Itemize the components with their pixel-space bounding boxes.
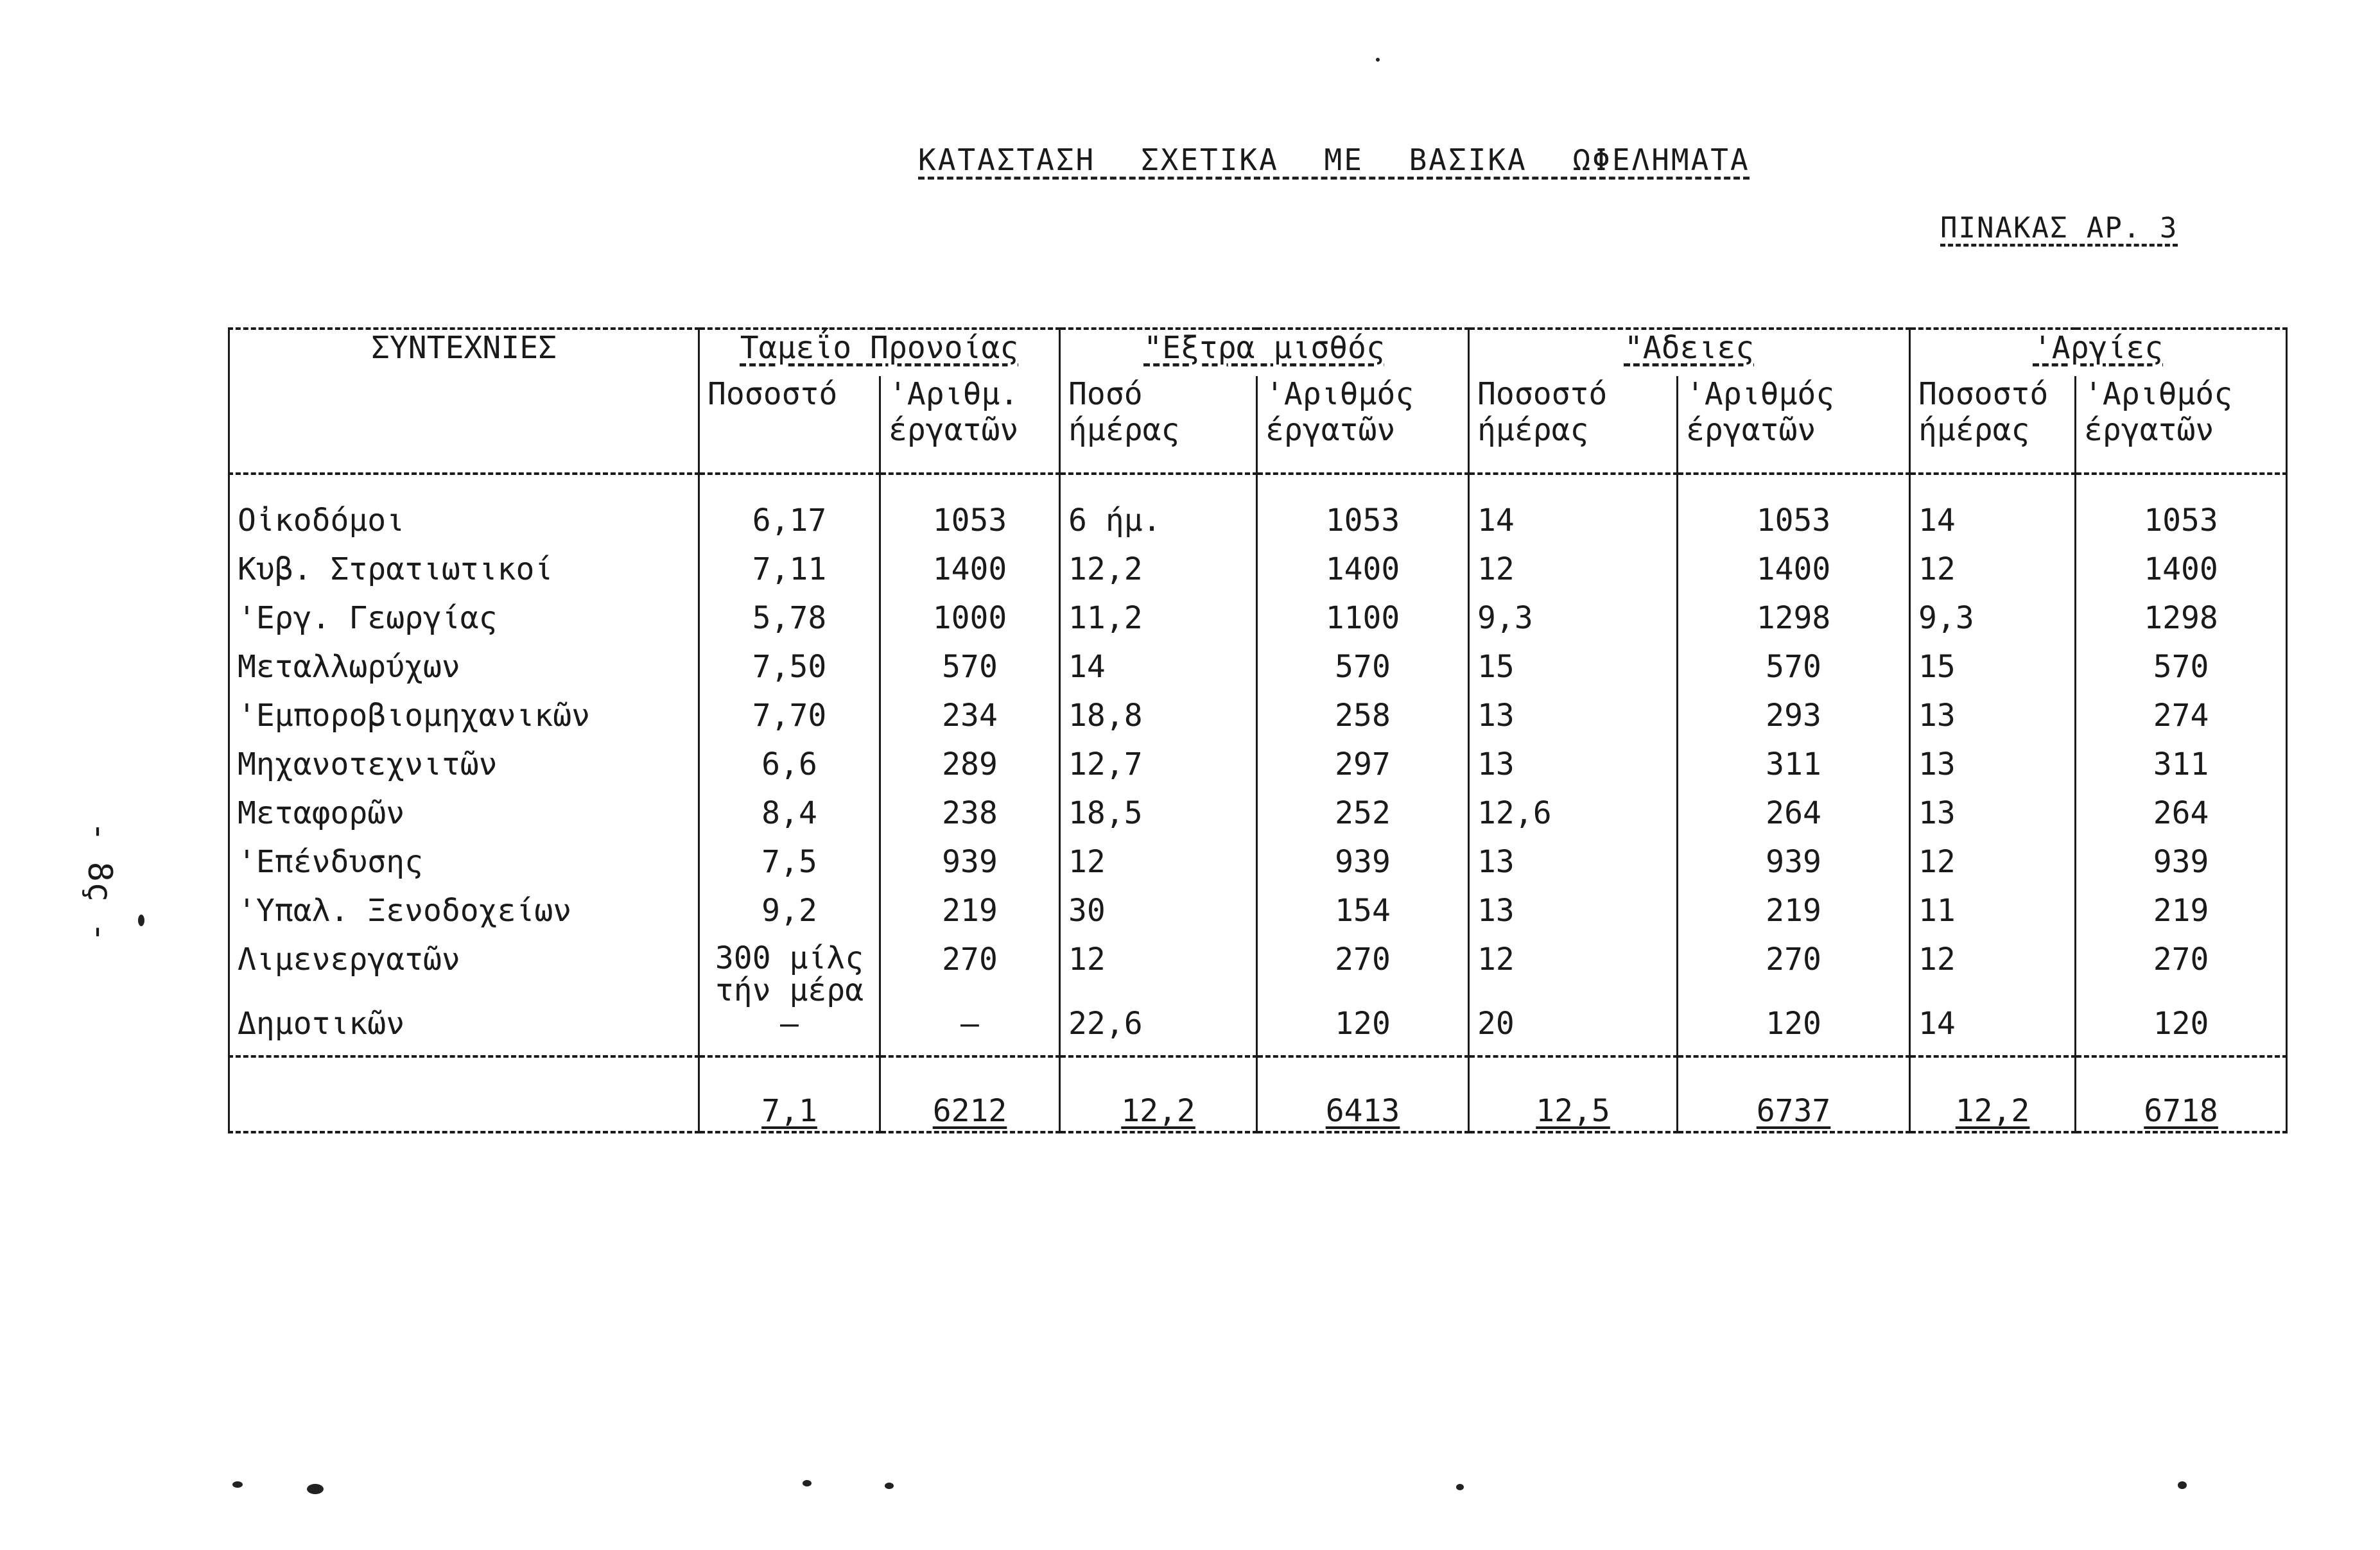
totals-row <box>229 1056 2287 1132</box>
scan-speck <box>307 1484 324 1494</box>
scan-speck <box>803 1480 812 1486</box>
table-row <box>229 893 2287 942</box>
lv-workers-cell: 120 <box>1678 1006 1910 1056</box>
benefits-table <box>228 327 2288 1133</box>
group-header-row <box>229 329 2287 376</box>
pf-percent-cell: 300 μίλς τήν μέρα <box>699 942 880 1006</box>
pf-percent-cell: 6,17 <box>699 474 880 552</box>
lv-days-cell: 13 <box>1469 698 1678 747</box>
hd-workers-cell: 939 <box>2076 845 2287 893</box>
table-row <box>229 845 2287 893</box>
lv-workers-cell: 219 <box>1678 893 1910 942</box>
pf-workers-cell: 1400 <box>880 552 1060 601</box>
ep-days-cell: 18,8 <box>1060 698 1257 747</box>
pf-workers-cell: 234 <box>880 698 1060 747</box>
pf-percent-header: Ποσοστό <box>699 376 880 474</box>
hd-days-cell: 13 <box>1910 796 2076 845</box>
ep-workers-cell: 270 <box>1257 942 1469 1006</box>
ep-days-cell: 12,2 <box>1060 552 1257 601</box>
ep-workers-cell: 1053 <box>1257 474 1469 552</box>
hd-workers-cell: 311 <box>2076 747 2287 796</box>
hd-days-cell: 12 <box>1910 552 2076 601</box>
ep-workers-cell: 154 <box>1257 893 1469 942</box>
trade-name: Κυβ. Στρατιωτικοί <box>229 552 699 601</box>
lv-workers-cell: 1053 <box>1678 474 1910 552</box>
pf-workers-cell: 270 <box>880 942 1060 1006</box>
pf-workers-cell: 570 <box>880 650 1060 698</box>
trade-name: 'Εργ. Γεωργίας <box>229 601 699 650</box>
ep-days-cell: 18,5 <box>1060 796 1257 845</box>
lv-days-cell: 9,3 <box>1469 601 1678 650</box>
table-row <box>229 601 2287 650</box>
ep-days-cell: 12,7 <box>1060 747 1257 796</box>
hd-days-cell: 13 <box>1910 747 2076 796</box>
ep-workers-cell: 1400 <box>1257 552 1469 601</box>
lv-days-total: 12,5 <box>1469 1056 1678 1132</box>
ep-days-cell: 22,6 <box>1060 1006 1257 1056</box>
ep-days-cell: 6 ήμ. <box>1060 474 1257 552</box>
table-row <box>229 552 2287 601</box>
table-row <box>229 474 2287 552</box>
scan-speck <box>232 1481 243 1488</box>
lv-days-cell: 13 <box>1469 747 1678 796</box>
hd-workers-cell: 270 <box>2076 942 2287 1006</box>
lv-days-cell: 15 <box>1469 650 1678 698</box>
table-row <box>229 698 2287 747</box>
trade-name: Λιμενεργατῶν <box>229 942 699 1006</box>
ep-days-cell: 12 <box>1060 845 1257 893</box>
pf-workers-cell: 289 <box>880 747 1060 796</box>
pf-workers-header: 'Αριθμ. έργατῶν <box>880 376 1060 474</box>
hd-workers-cell: 120 <box>2076 1006 2287 1056</box>
pf-percent-cell: 6,6 <box>699 747 880 796</box>
ep-workers-cell: 570 <box>1257 650 1469 698</box>
totals-label-cell <box>229 1056 699 1132</box>
scan-speck <box>885 1483 894 1489</box>
ep-days-cell: 14 <box>1060 650 1257 698</box>
ep-workers-cell: 120 <box>1257 1006 1469 1056</box>
pf-workers-cell: — <box>880 1006 1060 1056</box>
hd-days-cell: 12 <box>1910 942 2076 1006</box>
page-number-mark: - 8ç - <box>80 822 119 942</box>
hd-workers-total: 6718 <box>2076 1056 2287 1132</box>
trade-name: 'Επένδυσης <box>229 845 699 893</box>
pf-percent-cell: 5,78 <box>699 601 880 650</box>
lv-days-cell: 20 <box>1469 1006 1678 1056</box>
hd-days-total: 12,2 <box>1910 1056 2076 1132</box>
document-title: ΚΑΤΑΣΤΑΣΗ ΣΧΕΤΙΚΑ ΜΕ ΒΑΣΙΚΑ ΩΦΕΛΗΜΑΤΑ <box>918 142 1750 177</box>
pf-workers-cell: 238 <box>880 796 1060 845</box>
ep-workers-cell: 258 <box>1257 698 1469 747</box>
ep-days-cell: 12 <box>1060 942 1257 1006</box>
lv-days-cell: 12 <box>1469 552 1678 601</box>
hd-workers-cell: 219 <box>2076 893 2287 942</box>
scan-speck <box>1376 58 1380 62</box>
trades-header: ΣΥΝΤΕΧΝΙΕΣ <box>229 329 699 474</box>
table-row <box>229 942 2287 1006</box>
ep-days-header: Ποσό ήμέρας <box>1060 376 1257 474</box>
ep-days-cell: 11,2 <box>1060 601 1257 650</box>
hd-workers-cell: 264 <box>2076 796 2287 845</box>
pf-workers-cell: 1000 <box>880 601 1060 650</box>
pf-percent-cell: 7,11 <box>699 552 880 601</box>
table-row <box>229 747 2287 796</box>
hd-days-cell: 14 <box>1910 1006 2076 1056</box>
trade-name: Δημοτικῶν <box>229 1006 699 1056</box>
lv-days-cell: 12 <box>1469 942 1678 1006</box>
table-row <box>229 1006 2287 1056</box>
ep-workers-cell: 297 <box>1257 747 1469 796</box>
ep-workers-header: 'Αριθμός έργατῶν <box>1257 376 1469 474</box>
pf-percent-cell: — <box>699 1006 880 1056</box>
trade-name: 'Υπαλ. Ξενοδοχείων <box>229 893 699 942</box>
trade-name: Οἰκοδόμοι <box>229 474 699 552</box>
lv-workers-cell: 939 <box>1678 845 1910 893</box>
extra-pay-header: "Εξτρα μισθός <box>1060 329 1469 376</box>
pf-percent-cell: 8,4 <box>699 796 880 845</box>
pf-percent-total: 7,1 <box>699 1056 880 1132</box>
hd-days-cell: 9,3 <box>1910 601 2076 650</box>
lv-days-cell: 12,6 <box>1469 796 1678 845</box>
pf-percent-cell: 7,50 <box>699 650 880 698</box>
lv-workers-cell: 570 <box>1678 650 1910 698</box>
trade-name: Μηχανοτεχνιτῶν <box>229 747 699 796</box>
trade-name: Μεταλλωρύχων <box>229 650 699 698</box>
hd-workers-cell: 1053 <box>2076 474 2287 552</box>
ep-workers-cell: 1100 <box>1257 601 1469 650</box>
pf-percent-cell: 7,70 <box>699 698 880 747</box>
lv-days-header: Ποσοστό ήμέρας <box>1469 376 1678 474</box>
table-number: ΠΙΝΑΚΑΣ ΑΡ. 3 <box>1940 212 2178 245</box>
hd-days-cell: 15 <box>1910 650 2076 698</box>
hd-days-cell: 14 <box>1910 474 2076 552</box>
lv-days-cell: 13 <box>1469 893 1678 942</box>
lv-days-cell: 14 <box>1469 474 1678 552</box>
holidays-header: 'Αργίες <box>1910 329 2287 376</box>
trade-name: Μεταφορῶν <box>229 796 699 845</box>
lv-workers-cell: 264 <box>1678 796 1910 845</box>
lv-workers-cell: 270 <box>1678 942 1910 1006</box>
ep-workers-total: 6413 <box>1257 1056 1469 1132</box>
pf-percent-cell: 7,5 <box>699 845 880 893</box>
provident-fund-header: Ταμεΐο Προνοίας <box>699 329 1060 376</box>
trade-name: 'Εμποροβιομηχανικῶν <box>229 698 699 747</box>
ep-days-total: 12,2 <box>1060 1056 1257 1132</box>
hd-workers-cell: 1298 <box>2076 601 2287 650</box>
scan-speck <box>138 915 144 926</box>
pf-workers-cell: 219 <box>880 893 1060 942</box>
table-row <box>229 650 2287 698</box>
lv-workers-cell: 293 <box>1678 698 1910 747</box>
pf-percent-cell: 9,2 <box>699 893 880 942</box>
lv-workers-cell: 1400 <box>1678 552 1910 601</box>
pf-workers-cell: 1053 <box>880 474 1060 552</box>
ep-workers-cell: 252 <box>1257 796 1469 845</box>
lv-workers-total: 6737 <box>1678 1056 1910 1132</box>
table-row <box>229 796 2287 845</box>
scan-speck <box>2178 1481 2187 1489</box>
hd-days-header: Ποσοστό ήμέρας <box>1910 376 2076 474</box>
hd-workers-cell: 570 <box>2076 650 2287 698</box>
ep-workers-cell: 939 <box>1257 845 1469 893</box>
lv-workers-cell: 1298 <box>1678 601 1910 650</box>
scan-speck <box>1456 1484 1464 1490</box>
pf-workers-cell: 939 <box>880 845 1060 893</box>
hd-days-cell: 12 <box>1910 845 2076 893</box>
lv-days-cell: 13 <box>1469 845 1678 893</box>
lv-workers-cell: 311 <box>1678 747 1910 796</box>
hd-workers-cell: 1400 <box>2076 552 2287 601</box>
lv-workers-header: 'Αριθμός έργατῶν <box>1678 376 1910 474</box>
leave-header: "Αδειες <box>1469 329 1910 376</box>
hd-days-cell: 11 <box>1910 893 2076 942</box>
hd-workers-cell: 274 <box>2076 698 2287 747</box>
hd-days-cell: 13 <box>1910 698 2076 747</box>
pf-workers-total: 6212 <box>880 1056 1060 1132</box>
ep-days-cell: 30 <box>1060 893 1257 942</box>
hd-workers-header: 'Αριθμός έργατῶν <box>2076 376 2287 474</box>
